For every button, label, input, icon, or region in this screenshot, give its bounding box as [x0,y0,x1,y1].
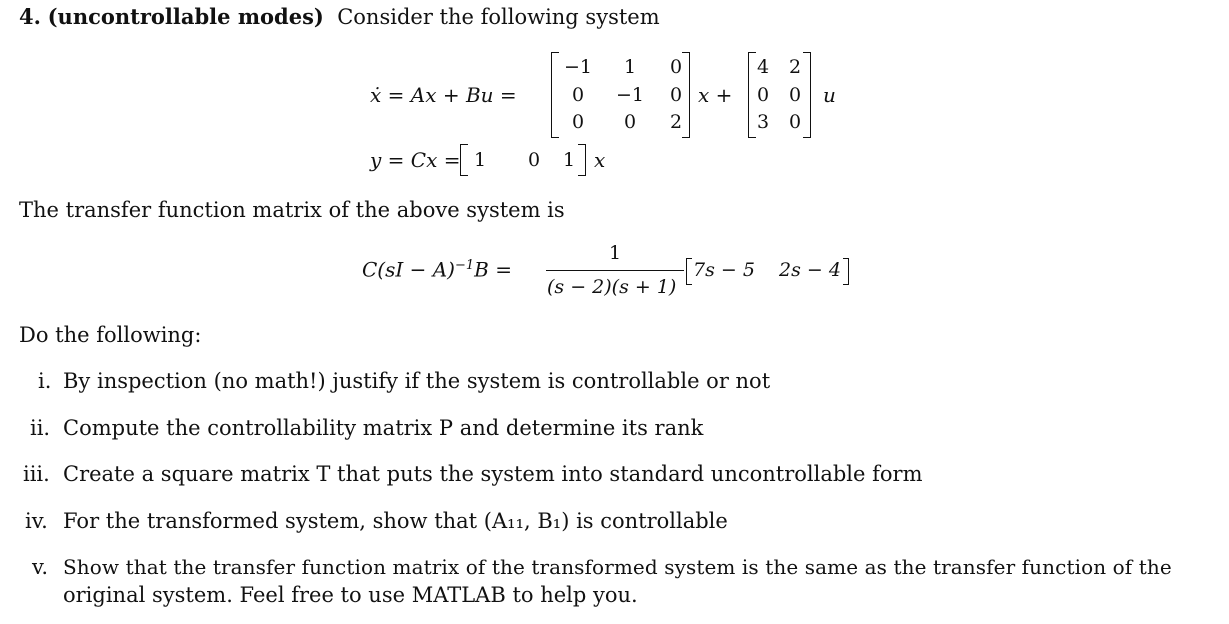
task-label: ii. [30,416,51,440]
transfer-lhs-tail: B = [474,257,512,282]
problem-title: (uncontrollable modes) [47,4,324,29]
output-eq-lhs: y = Cx = [370,148,461,172]
task-text-continued: original system. Feel free to use MATLAB to help you. [63,583,638,607]
matrix-c-cell: 1 [562,149,576,171]
task-label: v. [32,555,49,579]
matrix-a-left-bracket [551,52,559,138]
matrix-b-cell: 0 [788,111,802,133]
matrix-b-cell: 4 [756,56,770,78]
state-eq-lhs: ẋ = Ax + Bu = [370,83,517,107]
tasks-intro: Do the following: [19,323,202,347]
matrix-a-cell: 0 [571,111,585,133]
problem-intro: Consider the following system [337,5,660,29]
matrix-b-cell: 0 [788,84,802,106]
task-text: Show that the transfer function matrix of the transformed system is the same as the transfer function of the [63,555,1172,579]
matrix-b-cell: 3 [756,111,770,133]
task-text: For the transformed system, show that (A₁₁, B₁) is controllable [63,509,728,533]
matrix-a-cell: 0 [571,84,585,106]
matrix-a-cell: 0 [669,56,683,78]
matrix-c-cell: 1 [473,149,487,171]
transfer-numerator: 1 [609,242,622,264]
transfer-row-right-bracket [843,258,849,285]
state-eq-tail: u [823,83,836,107]
matrix-b-cell: 2 [788,56,802,78]
matrix-b-cell: 0 [756,84,770,106]
task-label: i. [38,369,52,393]
transfer-eq-lhs [362,259,512,280]
transfer-lhs-sup: −1 [455,258,475,273]
matrix-a-cell: −1 [563,56,592,78]
task-text: By inspection (no math!) justify if the system is controllable or not [63,369,771,393]
task-label: iv. [25,509,48,533]
matrix-a-cell: 0 [623,111,637,133]
transfer-intro: The transfer function matrix of the above system is [19,198,565,222]
transfer-denominator: (s − 2)(s + 1) [547,276,677,298]
transfer-row-entry: 2s − 4 [779,259,841,281]
fraction-bar [546,270,684,271]
output-eq-tail: x [594,148,606,172]
problem-header [19,6,660,28]
problem-number: 4. [19,4,41,29]
matrix-c-cell: 0 [527,149,541,171]
transfer-row-entry: 7s − 5 [693,259,755,281]
matrix-a-cell: 0 [669,84,683,106]
task-text: Create a square matrix T that puts the system into standard uncontrollable form [63,462,923,486]
task-text: Compute the controllability matrix P and determine its rank [63,416,704,440]
transfer-row-left-bracket [686,258,692,285]
task-label: iii. [23,462,50,486]
transfer-lhs-main: C(sI − A) [362,257,455,282]
matrix-a-cell: −1 [615,84,644,106]
state-eq-mid: x + [698,83,733,107]
matrix-a-cell: 1 [623,56,637,78]
matrix-a-cell: 2 [669,111,683,133]
